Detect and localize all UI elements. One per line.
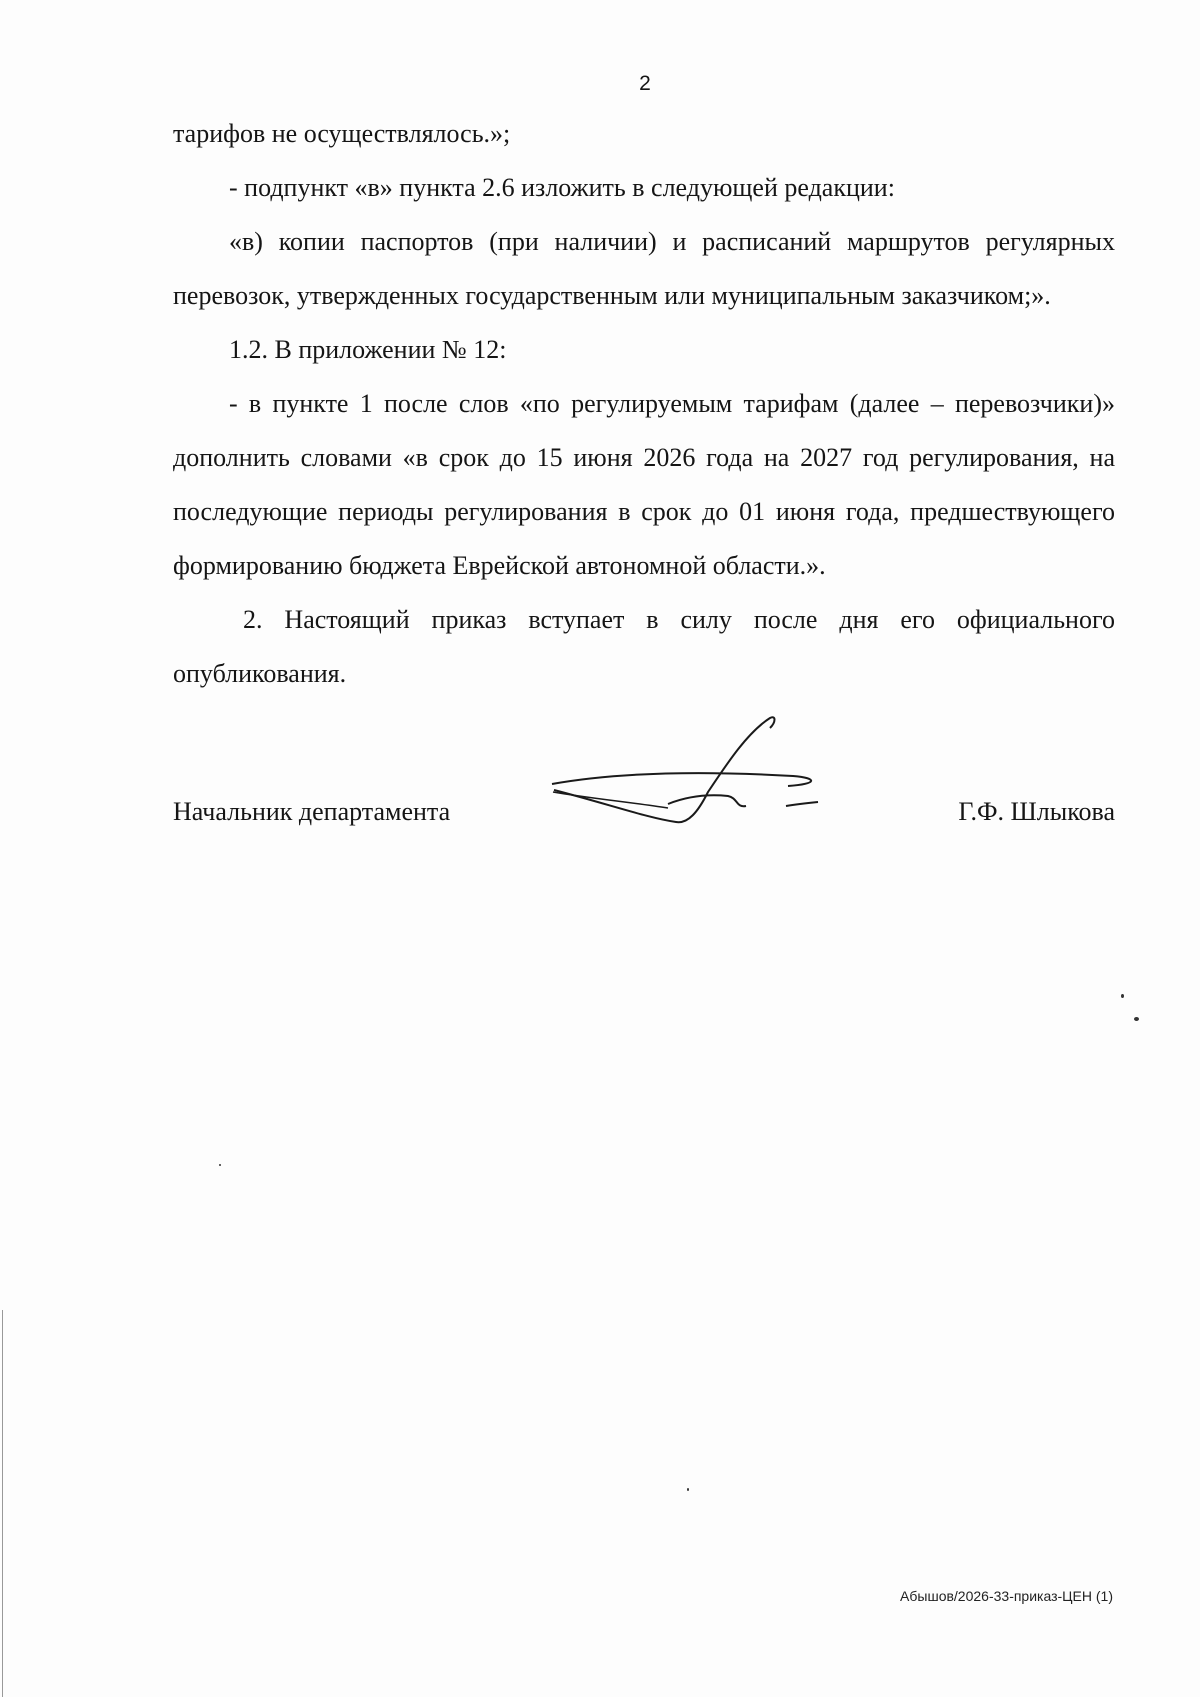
paragraph-continuation: тарифов не осуществлялось.»; xyxy=(173,119,511,148)
paragraph-subpoint-v: - подпункт «в» пункта 2.6 изложить в следующей редакции: xyxy=(229,173,895,202)
signatory-name: Г.Ф. Шлыкова xyxy=(958,797,1115,826)
document-code: Абышов/2026-33-приказ-ЦЕН (1) xyxy=(900,1588,1113,1604)
paragraph-effective-date: 2. Настоящий приказ вступает в силу после дня его официального опубликования. xyxy=(173,605,1115,688)
scan-speck xyxy=(687,1488,689,1491)
paragraph-quote-v: «в) копии паспортов (при наличии) и расписаний маршрутов регулярных перевозок, утвержденных государственным или муниципальным заказчиком;». xyxy=(173,227,1115,310)
handwritten-signature xyxy=(548,712,823,832)
signatory-position: Начальник департамента xyxy=(173,797,451,826)
paragraph-section-1-2: 1.2. В приложении № 12: xyxy=(229,335,507,364)
scan-speck xyxy=(219,1164,221,1166)
scan-speck xyxy=(1134,1017,1139,1021)
scan-speck xyxy=(1121,994,1124,998)
paragraph-point-1-amendment: - в пункте 1 после слов «по регулируемым тарифам (далее – перевозчики)» дополнить словами «в срок до 15 июня 2026 года на 2027 год регулирования, на последующие периоды регулирования в срок до 01 июня года, предшествующего формированию бюджета Еврейской автономной области.». xyxy=(173,389,1115,580)
scan-edge xyxy=(2,1310,3,1697)
page-number: 2 xyxy=(639,72,651,95)
document-body xyxy=(173,107,1115,701)
